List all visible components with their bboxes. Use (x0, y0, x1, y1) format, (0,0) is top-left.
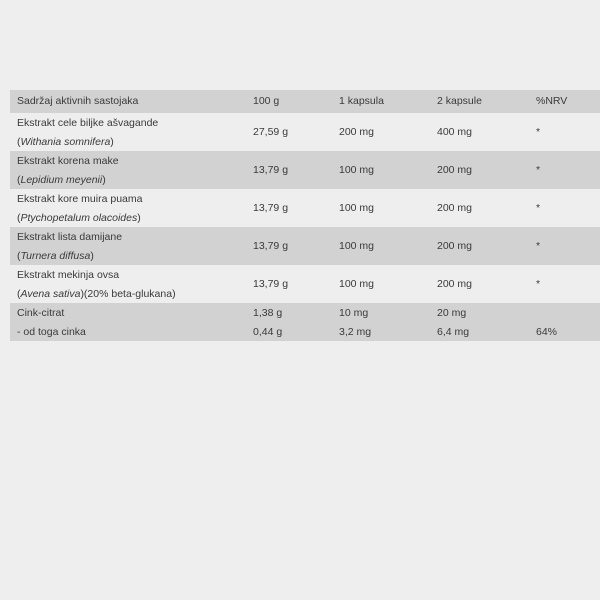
value-1-capsule-cell (339, 304, 371, 342)
nutrition-table (10, 90, 600, 341)
value-1-capsule: 200 mg (339, 126, 375, 138)
value-2-capsules: 400 mg (437, 126, 473, 138)
value-2-capsules: 200 mg (437, 164, 473, 176)
table-row (10, 227, 600, 265)
value-1-capsule: 100 mg (339, 164, 375, 176)
ingredient-latin: Ptychopetalum olacoides (20, 212, 138, 224)
value-nrv: * (536, 240, 541, 252)
ingredient-name: Ekstrakt lista damijane (17, 231, 123, 243)
value-2-capsules: 20 mg (437, 307, 467, 319)
value-100g: 27,59 g (253, 126, 289, 138)
ingredient-name: Cink-citrat (17, 307, 65, 319)
ingredient-name: Ekstrakt korena make (17, 155, 119, 167)
ingredient-cell (17, 152, 119, 190)
ingredient-cell (17, 190, 142, 228)
table-row (10, 189, 600, 227)
ingredient-latin-line: (Lepidium meyenii) (17, 174, 106, 186)
value-1-capsule-sub: 3,2 mg (339, 326, 372, 338)
value-nrv-cell (536, 304, 557, 342)
value-100g: 13,79 g (253, 278, 289, 290)
header-ingredients: Sadržaj aktivnih sastojaka (17, 95, 139, 107)
value-100g: 13,79 g (253, 164, 289, 176)
value-2-capsules: 200 mg (437, 202, 473, 214)
value-100g-cell (253, 304, 282, 342)
value-nrv (536, 304, 557, 323)
ingredient-latin: Avena sativa (20, 288, 81, 300)
ingredient-latin-line: (Turnera diffusa) (17, 250, 94, 262)
value-nrv: * (536, 126, 541, 138)
value-100g: 13,79 g (253, 202, 289, 214)
ingredient-latin: Withania somnifera (20, 136, 111, 148)
value-1-capsule: 100 mg (339, 240, 375, 252)
value-1-capsule: 100 mg (339, 278, 375, 290)
header-per-100g: 100 g (253, 95, 280, 107)
value-1-capsule: 100 mg (339, 202, 375, 214)
ingredient-name: Ekstrakt cele biljke ašvagande (17, 117, 159, 129)
value-1-capsule: 10 mg (339, 307, 369, 319)
ingredient-cell (17, 304, 86, 342)
ingredient-latin: Lepidium meyenii (20, 174, 103, 186)
header-per-2-capsules: 2 kapsule (437, 95, 482, 107)
header-nrv: %NRV (536, 95, 568, 107)
ingredient-latin-line: (Withania somnifera) (17, 136, 114, 148)
value-100g: 13,79 g (253, 240, 289, 252)
table-row-zinc (10, 303, 600, 341)
ingredient-cell (17, 266, 176, 304)
ingredient-latin: Turnera diffusa (20, 250, 91, 262)
ingredient-latin-line: (Avena sativa)(20% beta-glukana) (17, 288, 176, 300)
table-row (10, 151, 600, 189)
value-2-capsules: 200 mg (437, 278, 473, 290)
value-nrv: * (536, 202, 541, 214)
ingredient-cell (17, 114, 158, 152)
ingredient-name: Ekstrakt kore muira puama (17, 193, 143, 205)
ingredient-subname: - od toga cinka (17, 326, 86, 338)
ingredient-cell (17, 228, 122, 266)
value-100g: 1,38 g (253, 307, 283, 319)
table-header (10, 90, 600, 113)
ingredient-name: Ekstrakt mekinja ovsa (17, 269, 120, 281)
ingredient-latin-line: (Ptychopetalum olacoides) (17, 212, 141, 224)
value-nrv: * (536, 278, 541, 290)
value-2-capsules-sub: 6,4 mg (437, 326, 470, 338)
value-nrv-sub: 64% (536, 326, 558, 338)
value-2-capsules-cell (437, 304, 469, 342)
table-row (10, 265, 600, 303)
header-per-1-capsule: 1 kapsula (339, 95, 384, 107)
value-2-capsules: 200 mg (437, 240, 473, 252)
value-100g-sub: 0,44 g (253, 326, 283, 338)
value-nrv: * (536, 164, 541, 176)
table-row (10, 113, 600, 151)
